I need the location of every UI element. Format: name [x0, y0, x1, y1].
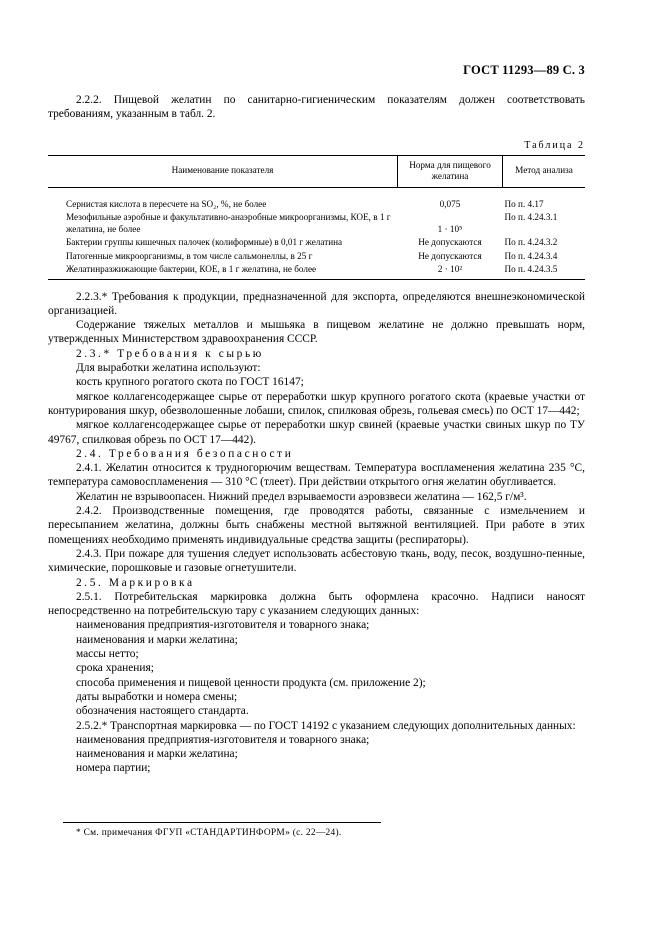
paragraph: Содержание тяжелых металлов и мышьяка в пищевом желатине не должно превышать норм, утвержденных Министерством здравоохранения СССР. — [48, 319, 585, 346]
paragraph: наименования и марки желатина; — [76, 633, 238, 646]
paragraph: 2.2.3.* Требования к продукции, предназначенной для экспорта, определяются внешнеэкономической организацией. — [48, 290, 585, 317]
cell-norm: Не допускаются — [418, 250, 482, 261]
paragraph: номера партии; — [76, 762, 151, 775]
table-row — [48, 187, 585, 198]
document-body — [48, 93, 585, 776]
footnote: * См. примечания ФГУП «СТАНДАРТИНФОРМ» (с. 22—24). — [76, 828, 342, 838]
paragraph: 2.5. Маркировка — [76, 576, 195, 589]
paragraph: 2.5.2.* Транспортная маркировка — по ГОСТ 14192 с указанием следующих дополнительных данных: — [76, 719, 576, 732]
paragraph: способа применения и пищевой ценности продукта (см. приложение 2); — [76, 676, 426, 689]
paragraph: даты выработки и номера смены; — [76, 690, 238, 703]
table-caption: Таблица 2 — [524, 139, 585, 151]
paragraph: наименования предприятия-изготовителя и товарного знака; — [76, 733, 370, 746]
paragraph: мягкое коллагенсодержащее сырье от переработки шкур крупного рогатого скота (краевые участки от контурирования шкур, обезволошенные лобаши, спилок, спилковая обрезь, гольевая смесь) по ОСТ 17—442; — [48, 390, 585, 417]
column-header-name: Наименование показателя — [48, 155, 398, 187]
table-row — [48, 211, 585, 236]
paragraph: 2.4. Требования безопасности — [76, 447, 294, 460]
cell-name: Желатинразжижающие бактерии, КОЕ, в 1 г желатина, не более — [48, 263, 398, 279]
table-2 — [48, 155, 585, 280]
column-header-norm: Норма для пищевого желатина — [398, 155, 503, 187]
paragraph: 2.4.1. Желатин относится к трудногорючим веществам. Температура воспламенения желатина 235 °С, температура самовоспламенения — 310 °С (тлеет). При действии открытого огня желатин обугливается. — [48, 462, 585, 489]
cell-norm: 1 · 10⁵ — [437, 223, 463, 234]
table-row — [48, 236, 585, 250]
cell-method: По п. 4.24.3.4 — [504, 250, 558, 261]
paragraph: кость крупного рогатого скота по ГОСТ 16147; — [76, 376, 304, 389]
column-header-method: Метод анализа — [503, 155, 586, 187]
table-row — [48, 250, 585, 264]
cell-name: Сернистая кислота в пересчете на SO₂, %, не более — [66, 198, 267, 209]
page-header: ГОСТ 11293—89 С. 3 — [463, 63, 585, 77]
cell-norm: Не допускаются — [418, 237, 482, 248]
paragraph: Желатин не взрывоопасен. Нижний предел взрываемости аэровзвеси желатина — 162,5 г/м³. — [76, 490, 527, 503]
cell-name: Патогенные микроорганизмы, в том числе сальмонеллы, в 25 г — [66, 250, 313, 261]
paragraph: срока хранения; — [76, 662, 154, 675]
cell-method: По п. 4.24.3.2 — [504, 237, 558, 248]
paragraph: 2.3.* Требования к сырью — [76, 347, 264, 360]
table-header-row — [48, 155, 585, 187]
table-row — [48, 263, 585, 279]
cell-norm: 2 · 10² — [398, 263, 503, 279]
cell-method: По п. 4.24.3.1 — [504, 212, 558, 223]
paragraph-list — [48, 290, 585, 776]
paragraph: 2.5.1. Потребительская маркировка должна быть оформлена красочно. Надписи наносят непосредственно на потребительскую тару с указанием следующих данных: — [48, 590, 585, 618]
cell-name: Бактерии группы кишечных палочек (колиформные) в 0,01 г желатина — [66, 237, 343, 248]
cell-norm: 0,075 — [439, 198, 461, 209]
paragraph-2-2-2: 2.2.2. Пищевой желатин по санитарно-гигиеническим показателям должен соответствовать требованиям, указанным в табл. 2. — [48, 94, 585, 121]
paragraph: 2.4.2. Производственные помещения, где проводятся работы, связанные с измельчением и пересыпанием желатина, должны быть снабжены местной вытяжной вентиляцией. При работе в этих помещениях необходимо применять индивидуальные средства защиты (респираторы). — [48, 505, 585, 546]
paragraph: наименования и марки желатина; — [76, 748, 238, 761]
paragraph: мягкое коллагенсодержащее сырье от переработки шкур свиней (краевые участки свиных шкур по ТУ 49767, спилковая обрезь по ОСТ 17—442). — [48, 419, 585, 446]
cell-method: По п. 4.24.3.5 — [503, 263, 586, 279]
paragraph: 2.4.3. При пожаре для тушения следует использовать асбестовую ткань, воду, песок, воздушно-пенные, химические, порошковые и газовые огнетушители. — [48, 547, 585, 575]
paragraph: обозначения настоящего стандарта. — [76, 705, 249, 718]
cell-name: Мезофильные аэробные и факультативно-анаэробные микроорганизмы, КОЕ, в 1 г желатина, не более — [66, 212, 391, 234]
paragraph: Для выработки желатина используют: — [76, 362, 261, 375]
cell-method: По п. 4.17 — [504, 198, 544, 209]
footnote-divider — [63, 822, 381, 823]
table-row — [48, 198, 585, 212]
paragraph: наименования предприятия-изготовителя и товарного знака; — [76, 619, 370, 632]
paragraph: массы нетто; — [76, 648, 139, 661]
